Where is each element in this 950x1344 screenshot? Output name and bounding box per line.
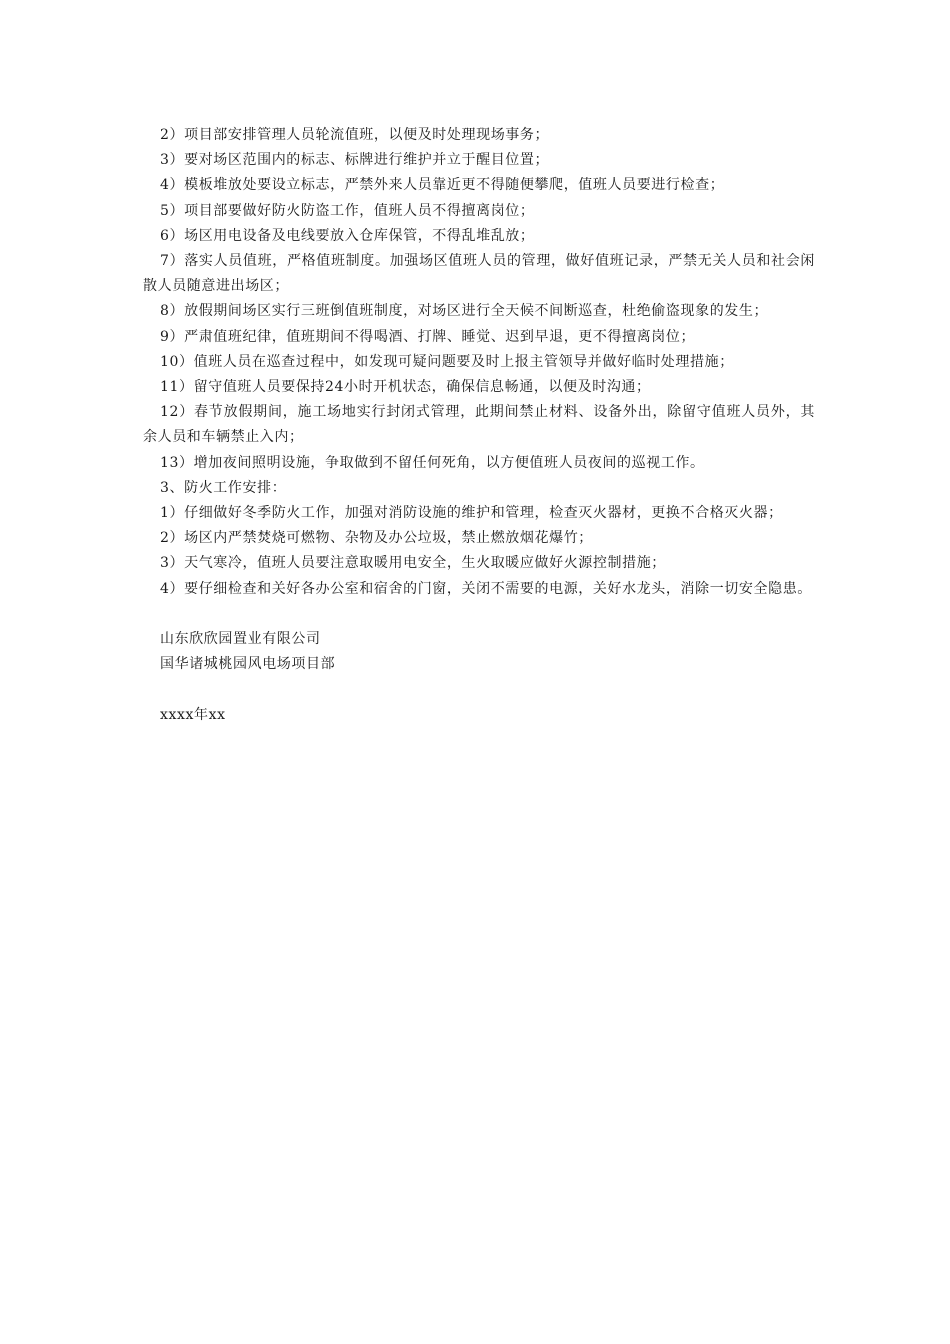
document-body [143, 123, 815, 728]
list-item: 10）值班人员在巡查过程中，如发现可疑问题要及时上报主管领导并做好临时处理措施； [160, 353, 734, 370]
list-item: 7）落实人员值班，严格值班制度。加强场区值班人员的管理，做好值班记录，严禁无关人员和社会闲散人员随意进出场区； [143, 253, 815, 295]
list-item: 6）场区用电设备及电线要放入仓库保管，不得乱堆乱放； [160, 227, 535, 244]
list-item: 3）天气寒冷，值班人员要注意取暖用电安全，生火取暖应做好火源控制措施； [160, 555, 666, 572]
list-item: 12）春节放假期间，施工场地实行封闭式管理，此期间禁止材料、设备外出，除留守值班人员外，其余人员和车辆禁止入内； [143, 404, 815, 446]
section-heading: 3、防火工作安排： [160, 479, 287, 496]
list-item: 11）留守值班人员要保持24小时开机状态，确保信息畅通，以便及时沟通； [160, 379, 651, 396]
list-item: 4）模板堆放处要设立标志，严禁外来人员靠近更不得随便攀爬，值班人员要进行检查； [160, 177, 725, 194]
list-item: 5）项目部要做好防火防盗工作，值班人员不得擅离岗位； [160, 202, 535, 219]
list-item: 3）要对场区范围内的标志、标牌进行维护并立于醒目位置； [160, 152, 550, 169]
list-item: 2）项目部安排管理人员轮流值班，以便及时处理现场事务； [160, 127, 550, 143]
spacer [143, 677, 815, 702]
list-item: 4）要仔细检查和关好各办公室和宿舍的门窗，关闭不需要的电源，关好水龙头，消除一切安全隐患。 [160, 580, 812, 597]
list-item: 13）增加夜间照明设施，争取做到不留任何死角，以方便值班人员夜间的巡视工作。 [160, 454, 705, 471]
list-item: 2）场区内严禁焚烧可燃物、杂物及办公垃圾，禁止燃放烟花爆竹； [160, 530, 593, 547]
list-item: 9）严肃值班纪律，值班期间不得喝酒、打牌、睡觉、迟到早退，更不得擅离岗位； [160, 328, 696, 345]
signature-company: 山东欣欣园置业有限公司 [160, 631, 321, 648]
list-item: 8）放假期间场区实行三班倒值班制度，对场区进行全天候不间断巡查，杜绝偷盗现象的发生； [160, 303, 769, 320]
signature-department: 国华诸城桃园风电场项目部 [160, 656, 336, 673]
spacer [143, 602, 815, 627]
list-item: 1）仔细做好冬季防火工作，加强对消防设施的维护和管理，检查灭火器材，更换不合格灭火器； [160, 505, 783, 522]
signature-date: xxxx年xx [160, 706, 226, 723]
